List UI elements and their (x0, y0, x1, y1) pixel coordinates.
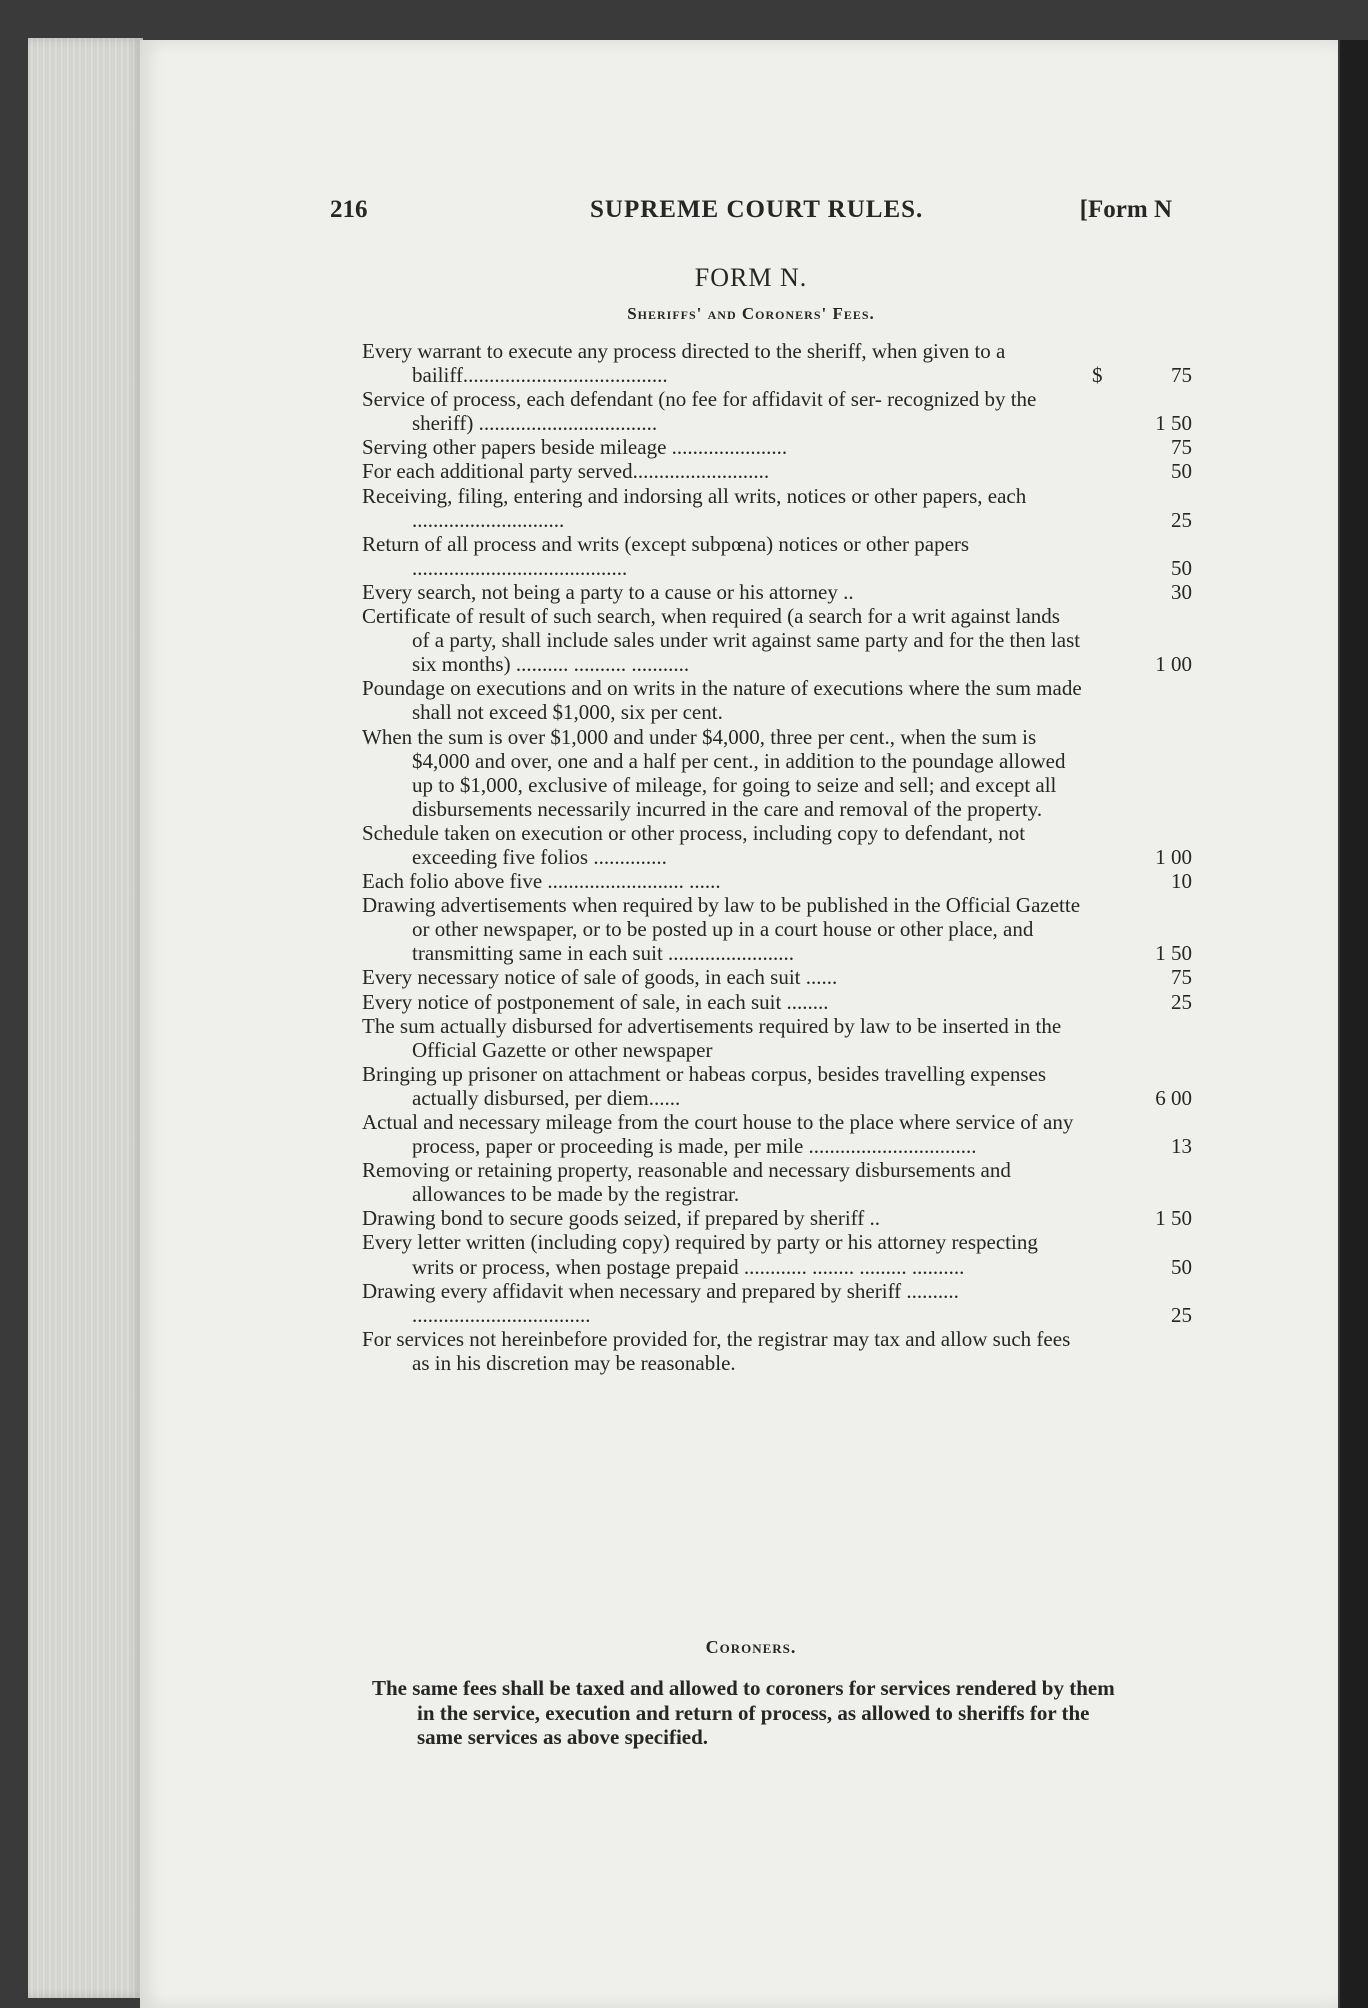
fee-entry (362, 459, 1192, 483)
fee-entry-text: Return of all process and writs (except subpœna) notices or other papers ......................................... (362, 531, 970, 580)
fee-entry (362, 604, 1192, 676)
fee-entry-text: Every notice of postponement of sale, in each suit ........ (362, 989, 829, 1014)
fee-amount (1092, 411, 1192, 435)
fee-entry (362, 676, 1192, 724)
fee-entry-text: For services not hereinbefore provided for, the registrar may tax and allow such fees as in his discretion may be reasonable. (362, 1326, 1071, 1375)
fee-amount (1092, 1206, 1192, 1230)
fee-entry-text: Receiving, filing, entering and indorsing all writs, notices or other papers, each ............................. (362, 483, 1027, 532)
fee-entry (362, 484, 1192, 532)
fee-entry (362, 893, 1192, 965)
coroners-paragraph: The same fees shall be taxed and allowed to coroners for services rendered by them in the service, execution and return of process, as allowed to sheriffs for the same services as above specified. (372, 1676, 1115, 1749)
fee-entry-text: Bringing up prisoner on attachment or habeas corpus, besides travelling expenses actually disbursed, per diem...... (362, 1061, 1047, 1110)
fee-value: 6 00 (1155, 1085, 1192, 1110)
fee-entry (362, 1206, 1192, 1230)
fee-amount (1092, 845, 1192, 869)
fee-value: 25 (1171, 507, 1192, 532)
fee-value: 50 (1171, 1254, 1192, 1279)
form-reference: [Form N (1079, 196, 1172, 223)
fee-amount (1092, 869, 1192, 893)
fee-value: 1 50 (1155, 1206, 1192, 1231)
fee-entry (362, 435, 1192, 459)
fee-value: 50 (1171, 555, 1192, 580)
page-number: 216 (330, 196, 368, 223)
fee-value: 10 (1171, 869, 1192, 894)
running-title: SUPREME COURT RULES. (590, 196, 924, 223)
coroners-heading: Coroners. (705, 1637, 797, 1657)
fee-entry-text: Every warrant to execute any process directed to the sheriff, when given to a bailiff....................................... (362, 339, 1006, 388)
fee-entry-text: When the sum is over $1,000 and under $4,000, three per cent., when the sum is $4,000 and over, one and a half per cent., in addition to the poundage allowed up to $1,000, exclusive of mileage, for going to seize and sell; and except all disbursements necessarily incurred in the care and removal of the property. (362, 724, 1066, 821)
fee-amount (1092, 965, 1192, 989)
fee-schedule (362, 339, 1192, 1375)
fee-entry (362, 1279, 1192, 1327)
fee-entry-text: Drawing every affidavit when necessary and prepared by sheriff .......... .................................. (362, 1278, 959, 1327)
fee-entry (362, 1062, 1192, 1110)
fee-value: 25 (1171, 989, 1192, 1014)
fee-entry-text: The sum actually disbursed for advertisements required by law to be inserted in the Official Gazette or other newspaper (362, 1013, 1062, 1062)
fee-amount (1092, 1255, 1192, 1279)
book-gutter (1340, 40, 1368, 2008)
fee-amount (1092, 1303, 1192, 1327)
fee-amount (1092, 459, 1192, 483)
fee-amount (1092, 556, 1192, 580)
currency-symbol: $ (1092, 363, 1103, 388)
fee-value: 1 50 (1155, 411, 1192, 436)
book-page-edges (28, 38, 143, 1998)
fee-entry (362, 821, 1192, 869)
fee-entry (362, 965, 1192, 989)
fee-entry-text: Every letter written (including copy) required by party or his attorney respecting writs or process, when postage prepaid ............ ........ ......... .......... (362, 1230, 1038, 1279)
fee-amount (1092, 652, 1192, 676)
fee-value: 75 (1171, 435, 1192, 460)
fee-entry (362, 1158, 1192, 1206)
fee-entry-text: Every necessary notice of sale of goods, in each suit ...... (362, 965, 838, 990)
fee-value: 1 50 (1155, 941, 1192, 966)
fee-amount (1092, 508, 1192, 532)
fee-amount (1092, 1134, 1192, 1158)
fee-entry-text: Actual and necessary mileage from the court house to the place where service of any process, paper or proceeding is made, per mile ................................ (362, 1110, 1074, 1159)
fee-entry-text: Service of process, each defendant (no fee for affidavit of ser- recognized by the sheriff) .................................. (362, 387, 1037, 436)
running-header (330, 196, 1172, 230)
fee-entry (362, 1230, 1192, 1278)
fee-entry-text: Drawing advertisements when required by law to be published in the Official Gazette or other newspaper, or to be posted up in a court house or other place, and transmitting same in each suit ........................ (362, 893, 1081, 966)
fee-value: 1 00 (1155, 844, 1192, 869)
fee-entry (362, 869, 1192, 893)
fee-value: 50 (1171, 459, 1192, 484)
fee-amount (1092, 1086, 1192, 1110)
fee-entry-text: Removing or retaining property, reasonable and necessary disbursements and allowances to be made by the registrar. (362, 1158, 1011, 1207)
fee-entry-text: Each folio above five .......................... ...... (362, 869, 721, 894)
fee-amount (1092, 435, 1192, 459)
fee-value: 75 (1171, 965, 1192, 990)
fee-entry (362, 532, 1192, 580)
fee-entry-text: Serving other papers beside mileage ...................... (362, 435, 788, 460)
fee-entry (362, 580, 1192, 604)
fee-value: 75 (1171, 363, 1192, 388)
fee-entry (362, 387, 1192, 435)
form-subtitle: Sheriffs' and Coroners' Fees. (627, 304, 875, 323)
fee-value: 13 (1171, 1134, 1192, 1159)
fee-value: 30 (1171, 579, 1192, 604)
fee-entry (362, 990, 1192, 1014)
fee-entry-text: Drawing bond to secure goods seized, if prepared by sheriff .. (362, 1206, 881, 1231)
fee-amount (1092, 580, 1192, 604)
fee-entry (362, 1327, 1192, 1375)
fee-value: 25 (1171, 1302, 1192, 1327)
fee-amount (1092, 990, 1192, 1014)
fee-entry (362, 1110, 1192, 1158)
fee-value: 1 00 (1155, 652, 1192, 677)
fee-entry-text: For each additional party served.......................... (362, 459, 770, 484)
fee-entry-text: Every search, not being a party to a cause or his attorney .. (362, 579, 854, 604)
fee-entry (362, 725, 1192, 821)
form-title: FORM N. (694, 263, 808, 292)
fee-entry-text: Schedule taken on execution or other process, including copy to defendant, not exceeding five folios .............. (362, 820, 1026, 869)
fee-amount (1092, 363, 1192, 387)
fee-entry (362, 1014, 1192, 1062)
fee-entry-text: Certificate of result of such search, when required (a search for a writ against lands of a party, shall include sales under writ against same party and for the then last six months) .......... .......... ........... (362, 604, 1081, 677)
fee-entry-text: Poundage on executions and on writs in the nature of executions where the sum made shall not exceed $1,000, six per cent. (362, 676, 1082, 725)
fee-amount (1092, 941, 1192, 965)
fee-entry (362, 339, 1192, 387)
